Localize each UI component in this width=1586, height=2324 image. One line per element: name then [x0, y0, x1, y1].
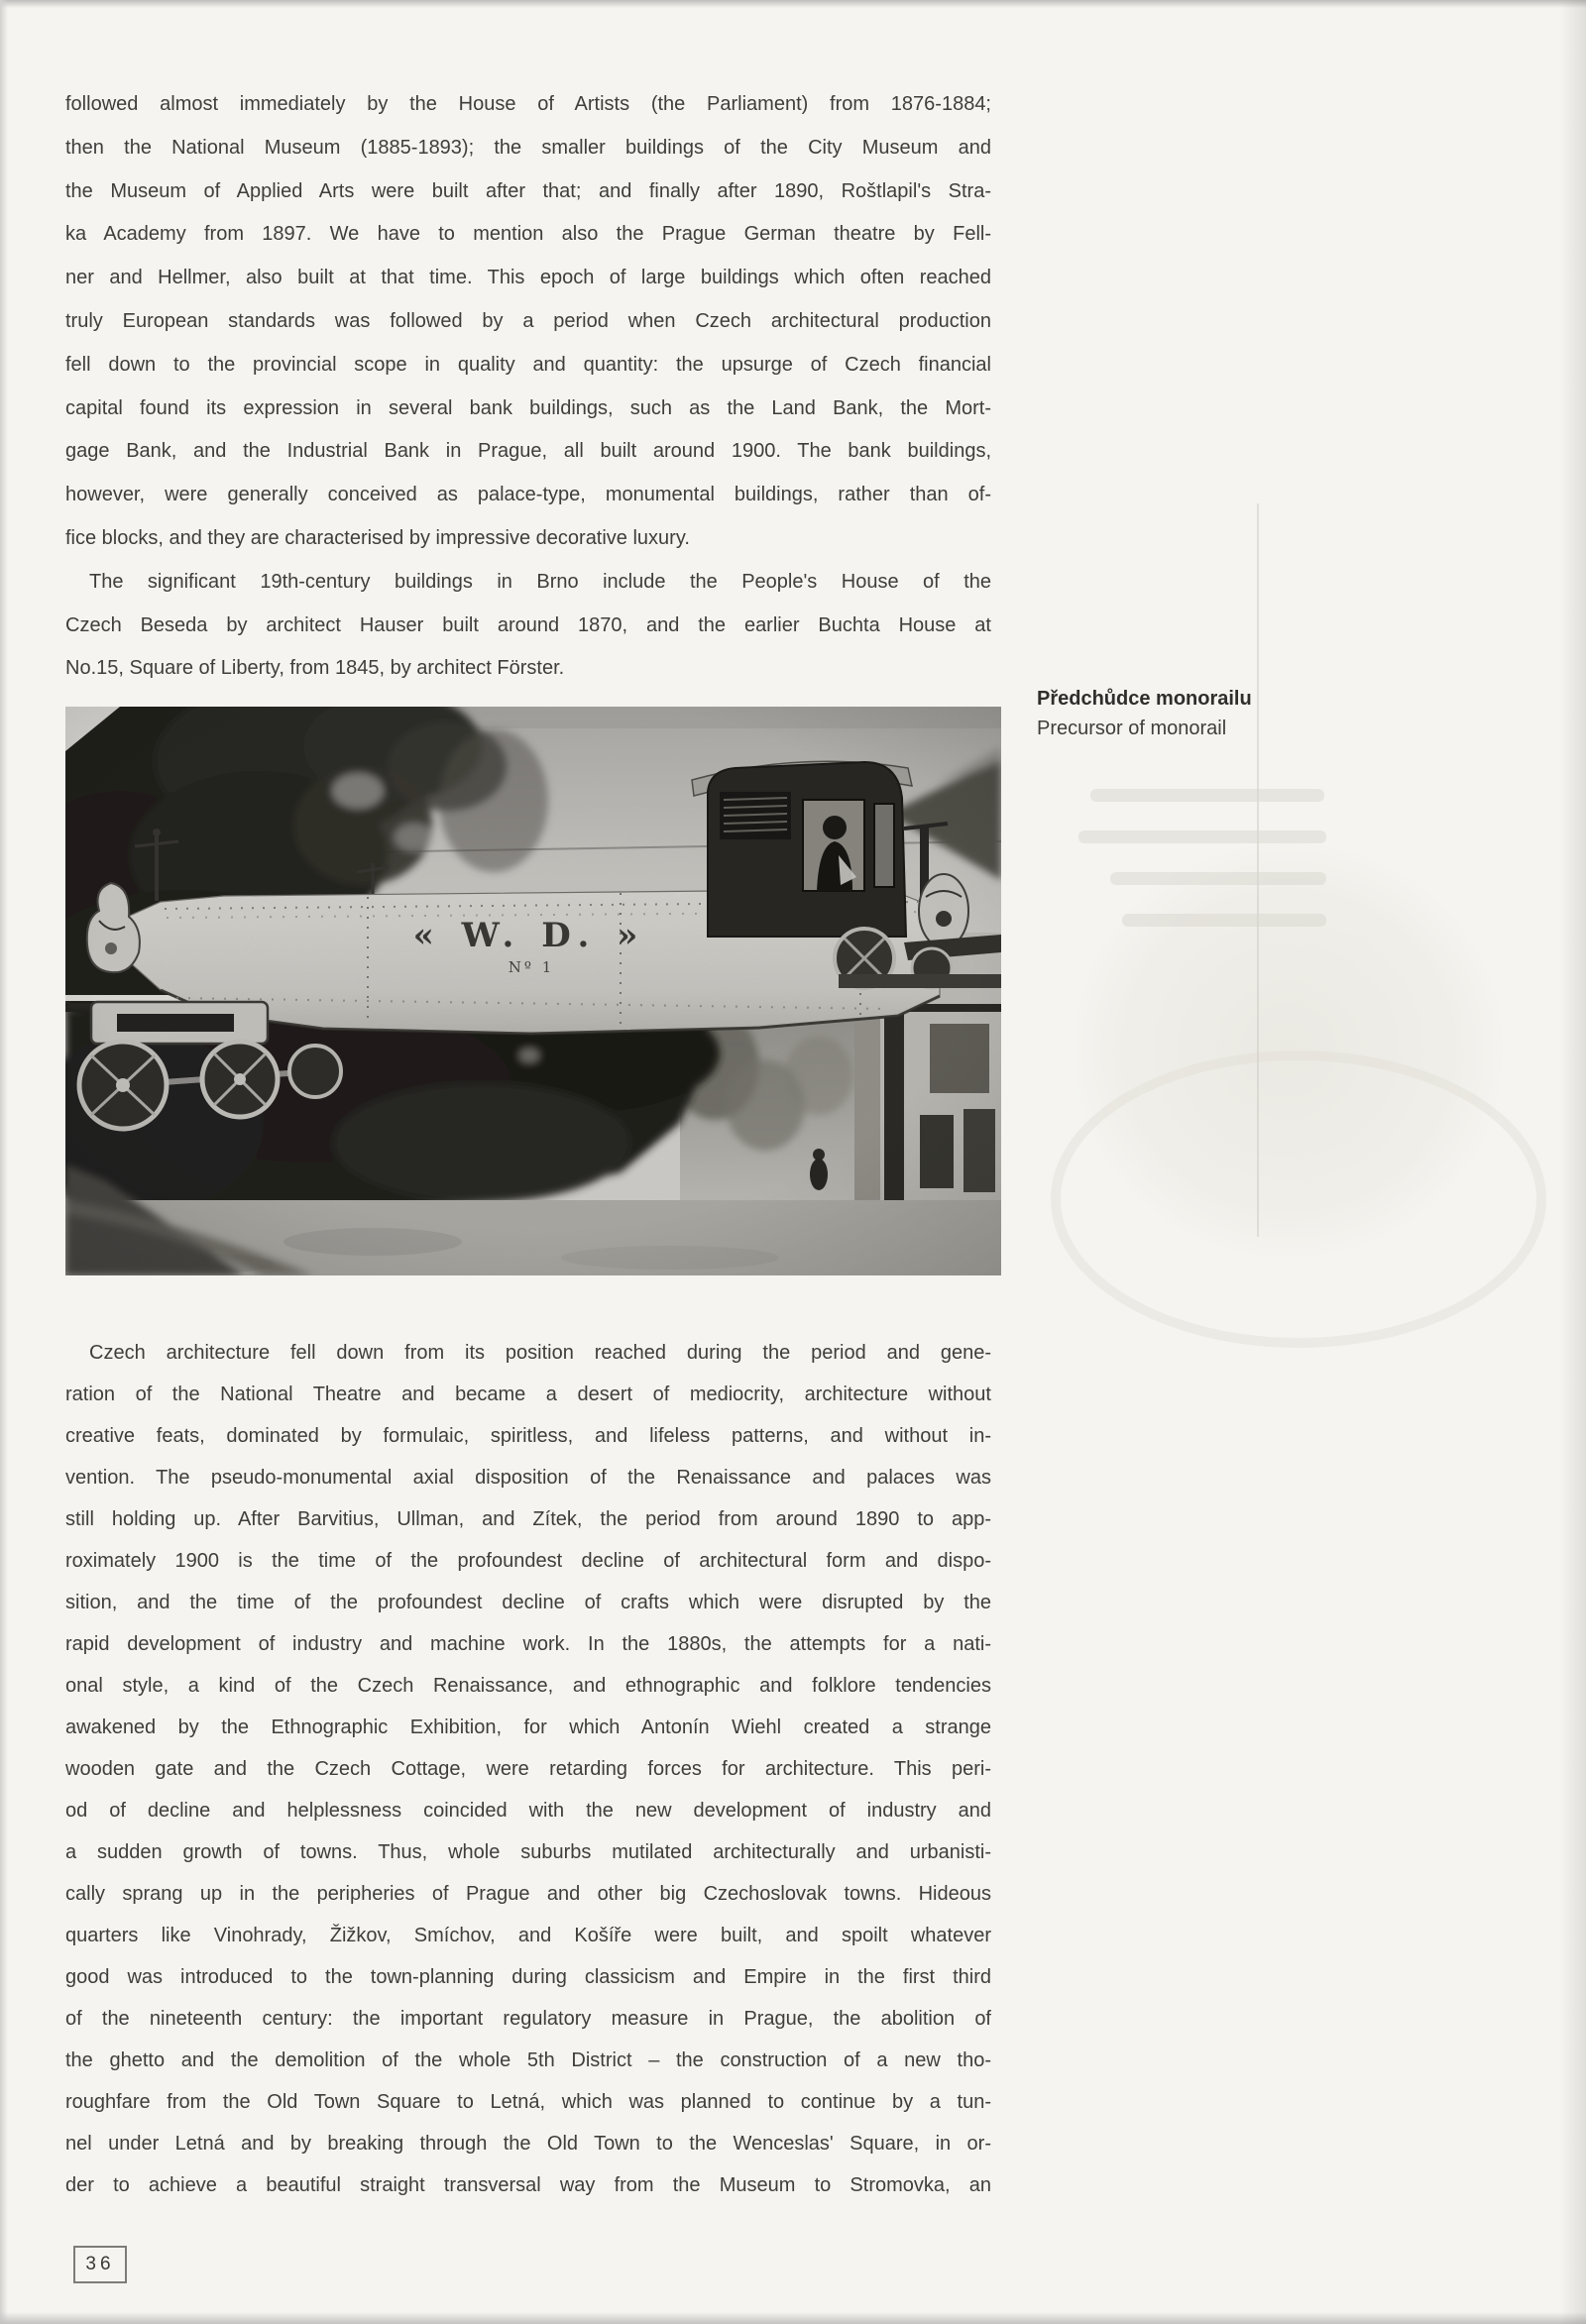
text-line: truly European standards was followed by a period when Czech architectural production — [65, 309, 991, 332]
text-line: onal style, a kind of the Czech Renaissance, and ethnographic and folklore tendencies — [65, 1675, 991, 1697]
text-line: cally sprang up in the peripheries of Prague and other big Czechoslovak towns. Hideous — [65, 1883, 991, 1905]
bleed-through-ghost-line — [1257, 503, 1259, 1237]
text-line: The significant 19th-century buildings in Brno include the People's House of the — [89, 570, 991, 593]
text-line: ka Academy from 1897. We have to mention also the Prague German theatre by Fell- — [65, 223, 991, 246]
scan-edge-top — [0, 0, 1586, 8]
monorail-photograph — [65, 707, 1001, 1275]
text-line: roughfare from the Old Town Square to Letná, which was planned to continue by a tun- — [65, 2091, 991, 2113]
text-line: followed almost immediately by the House of Artists (the Parliament) from 1876-1884; — [65, 93, 991, 115]
caption-czech: Předchůdce monorailu — [1037, 688, 1252, 710]
text-line: however, were generally conceived as palace-type, monumental buildings, rather than of- — [65, 484, 991, 506]
body-text-block-1 — [65, 83, 991, 691]
text-line: ner and Hellmer, also built at that time. This epoch of large buildings which often reached — [65, 267, 991, 289]
text-line: roximately 1900 is the time of the profoundest decline of architectural form and dispo- — [65, 1550, 991, 1572]
text-line: creative feats, dominated by formulaic, spiritless, and lifeless patterns, and without in- — [65, 1425, 991, 1447]
scan-edge-shadow-right — [1560, 0, 1586, 2324]
scan-edge-left — [0, 0, 8, 2324]
text-line: good was introduced to the town-planning during classicism and Empire in the first third — [65, 1966, 991, 1988]
text-line: fell down to the provincial scope in quality and quantity: the upsurge of Czech financial — [65, 353, 991, 376]
text-line: gage Bank, and the Industrial Bank in Prague, all built around 1900. The bank buildings, — [65, 440, 991, 463]
text-line: od of decline and helplessness coincided with the new development of industry and — [65, 1800, 991, 1822]
text-line: der to achieve a beautiful straight transversal way from the Museum to Stromovka, an — [65, 2174, 991, 2196]
scan-edge-bottom — [0, 2312, 1586, 2324]
figure-caption — [1037, 684, 1453, 743]
body-text-block-2 — [65, 1332, 991, 2206]
bleed-through-ghost-text — [1110, 872, 1326, 885]
text-line: the ghetto and the demolition of the whole 5th District – the construction of a new tho- — [65, 2049, 991, 2071]
bleed-through-ghost-text — [1090, 789, 1324, 802]
page-number: 36 — [85, 2254, 115, 2274]
text-line: No.15, Square of Liberty, from 1845, by architect Förster. — [65, 657, 565, 680]
text-line: nel under Letná and by breaking through the Old Town to the Wenceslas' Square, in or- — [65, 2133, 991, 2155]
text-line: Czech architecture fell down from its position reached during the period and gene- — [89, 1342, 991, 1364]
text-line: then the National Museum (1885-1893); the smaller buildings of the City Museum and — [65, 136, 991, 159]
text-line: rapid development of industry and machine work. In the 1880s, the attempts for a nati- — [65, 1633, 991, 1655]
bleed-through-ghost-text — [1078, 830, 1326, 843]
page-number-box — [73, 2246, 127, 2283]
text-line: a sudden growth of towns. Thus, whole suburbs mutilated architecturally and urbanisti- — [65, 1841, 991, 1863]
text-line: wooden gate and the Czech Cottage, were retarding forces for architecture. This peri- — [65, 1758, 991, 1780]
photo-vignette — [65, 707, 1001, 1275]
caption-english: Precursor of monorail — [1037, 718, 1227, 739]
text-line: quarters like Vinohrady, Žižkov, Smíchov, and Košíře were built, and spoilt whatever — [65, 1925, 991, 1946]
text-line: capital found its expression in several bank buildings, such as the Land Bank, the Mort- — [65, 396, 991, 419]
figure-photo — [65, 707, 1001, 1275]
bleed-through-ghost-text — [1122, 914, 1326, 927]
text-line: awakened by the Ethnographic Exhibition, for which Antonín Wiehl created a strange — [65, 1716, 991, 1738]
bleed-through-ghost-ring — [1051, 1051, 1546, 1348]
text-line: Czech Beseda by architect Hauser built around 1870, and the earlier Buchta House at — [65, 613, 991, 636]
text-line: the Museum of Applied Arts were built after that; and finally after 1890, Roštlapil's Stra- — [65, 179, 991, 202]
text-line: still holding up. After Barvitius, Ullman, and Zítek, the period from around 1890 to app- — [65, 1508, 991, 1530]
text-line: ration of the National Theatre and became a desert of mediocrity, architecture without — [65, 1383, 991, 1405]
text-line: sition, and the time of the profoundest decline of crafts which were disrupted by the — [65, 1592, 991, 1613]
text-line: vention. The pseudo-monumental axial disposition of the Renaissance and palaces was — [65, 1467, 991, 1489]
text-line: fice blocks, and they are characterised by impressive decorative luxury. — [65, 526, 690, 549]
text-line: of the nineteenth century: the important regulatory measure in Prague, the abolition of — [65, 2008, 991, 2030]
